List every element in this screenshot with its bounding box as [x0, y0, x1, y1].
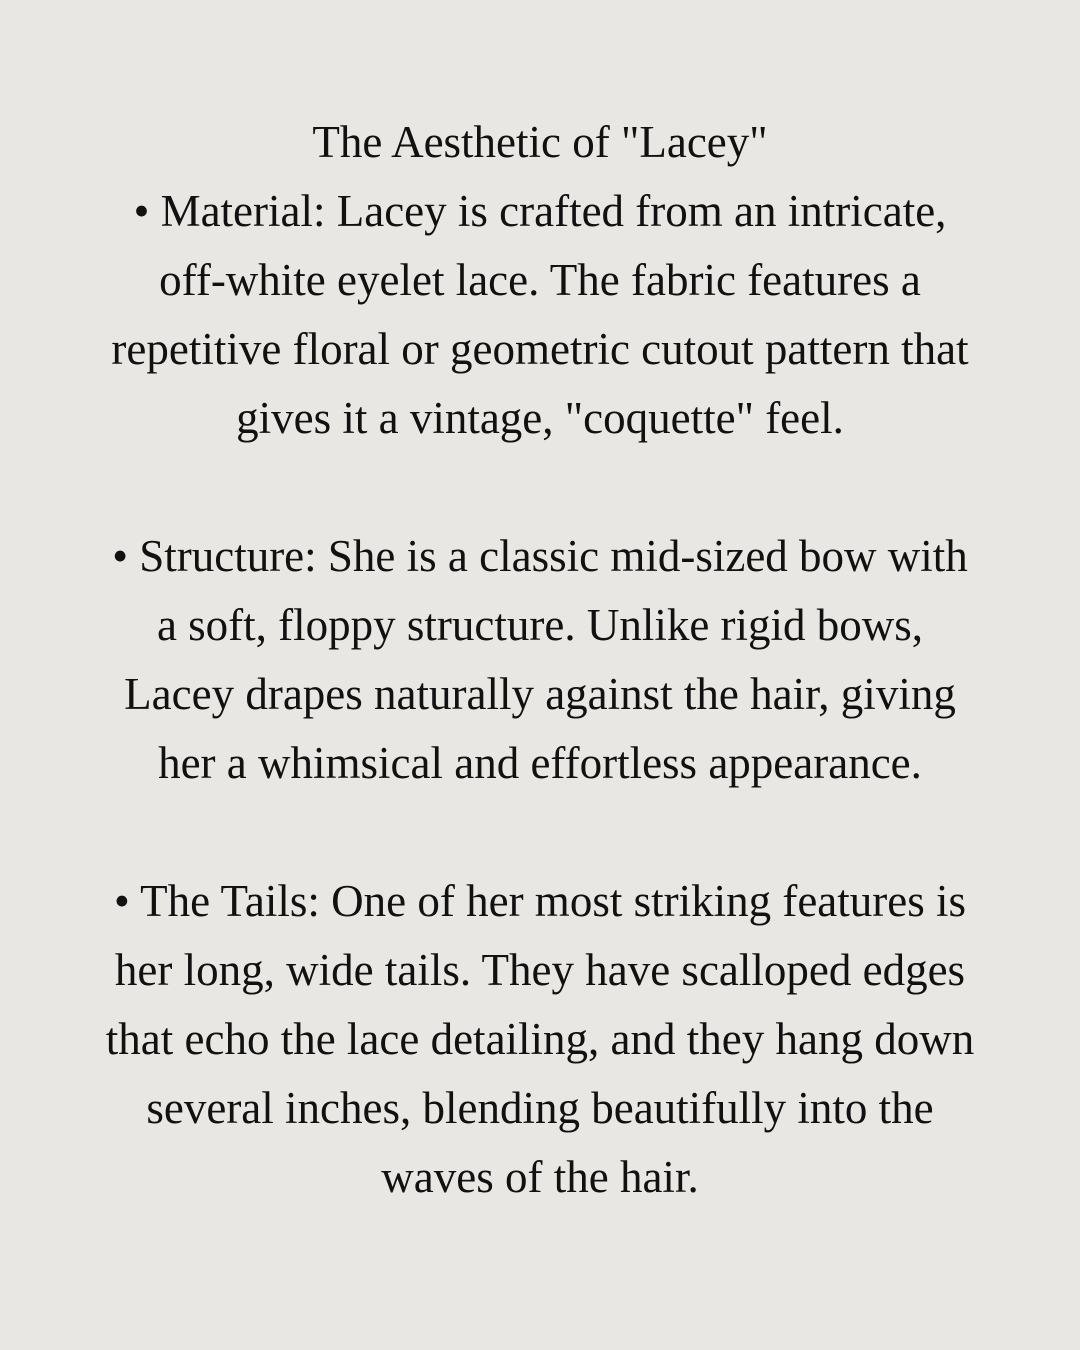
- structure-line-4: her a whimsical and effortless appearance.: [158, 738, 922, 788]
- document-body: [0, 108, 1080, 1212]
- material-line-2: off-white eyelet lace. The fabric features a: [159, 255, 921, 305]
- material-line-3: repetitive floral or geometric cutout pattern that: [111, 324, 969, 374]
- tails-line-3: that echo the lace detailing, and they hang down: [105, 1014, 975, 1064]
- tails-line-4: several inches, blending beautifully into the: [146, 1083, 934, 1133]
- material-section: [0, 177, 1080, 453]
- tails-section: [0, 867, 1080, 1212]
- material-line-4: gives it a vintage, "coquette" feel.: [236, 393, 844, 443]
- structure-line-3: Lacey drapes naturally against the hair, giving: [124, 669, 956, 719]
- tails-line-1: • The Tails: One of her most striking features is: [113, 876, 967, 926]
- structure-line-2: a soft, floppy structure. Unlike rigid bows,: [156, 600, 924, 650]
- section-gap: [0, 453, 1080, 522]
- tails-line-5: waves of the hair.: [381, 1152, 699, 1202]
- tails-line-2: her long, wide tails. They have scalloped edges: [114, 945, 966, 995]
- document-title: The Aesthetic of "Lacey": [312, 117, 768, 167]
- material-line-1: • Material: Lacey is crafted from an intricate,: [133, 186, 947, 236]
- section-gap: [0, 798, 1080, 867]
- structure-section: [0, 522, 1080, 798]
- structure-line-1: • Structure: She is a classic mid-sized bow with: [112, 531, 968, 581]
